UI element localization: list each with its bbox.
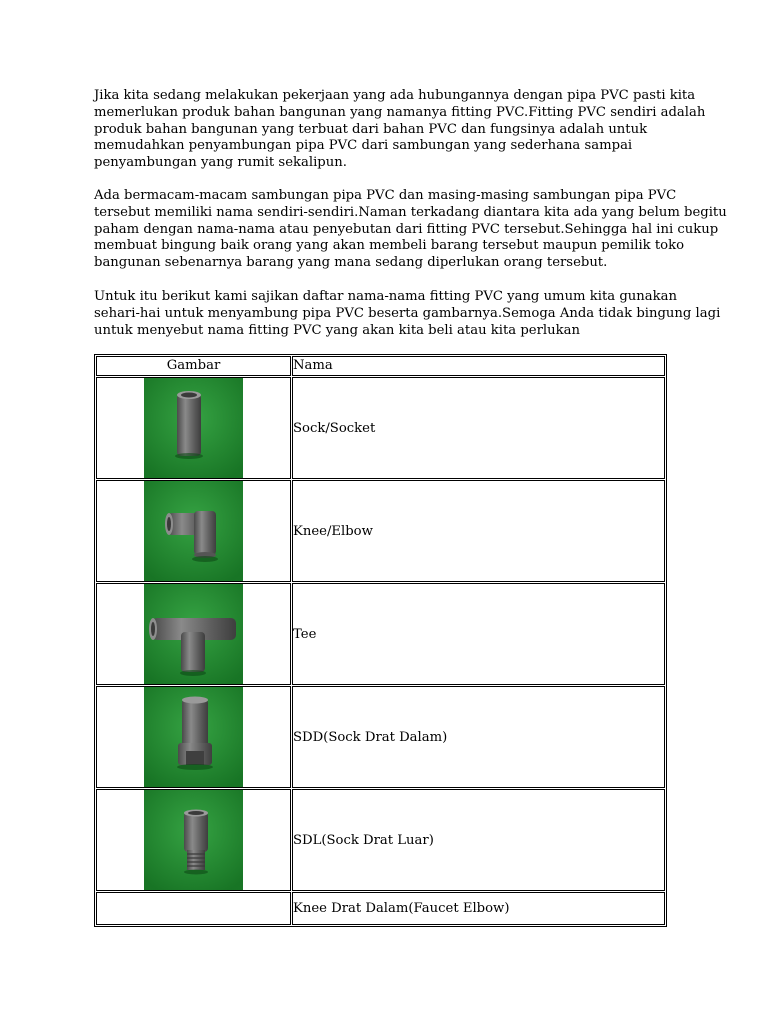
name-cell: SDL(Sock Drat Luar) [292,789,665,891]
table-row [96,377,665,479]
text-line: produk bahan bangunan yang terbuat dari bahan PVC dan fungsinya adalah untuk [94,121,648,137]
intro-paragraph-3 [94,289,721,339]
name-cell: Sock/Socket [292,377,665,479]
image-cell [96,583,291,685]
intro-paragraph-2 [94,188,727,272]
image-cell [96,480,291,582]
text-line: Jika kita sedang melakukan pekerjaan yang ada hubungannya dengan pipa PVC pasti kita [94,88,696,103]
text-line: Untuk itu berikut kami sajikan daftar nama-nama fitting PVC yang umum kita gunakan [94,289,677,304]
intro-paragraph-1 [94,88,706,172]
table-row [96,480,665,582]
text-line: untuk menyebut nama fitting PVC yang akan kita beli atau kita perlukan [94,322,580,338]
tee-photo [144,584,243,684]
name-cell: Knee Drat Dalam(Faucet Elbow) [292,892,665,925]
table-row [96,686,665,788]
table-header-row [96,356,665,376]
elbow-photo [144,481,243,581]
sdl-photo [144,790,243,890]
text-line: sehari-hai untuk menyambung pipa PVC beserta gambarnya.Semoga Anda tidak bingung lagi [94,305,721,321]
text-line: paham dengan nama-nama atau penyebutan dari fitting PVC tersebut.Sehingga hal ini cukup [94,221,719,237]
name-cell: Knee/Elbow [292,480,665,582]
table-row [96,583,665,685]
table-row [96,892,665,925]
sock-photo [144,378,243,478]
table-row [96,789,665,891]
image-cell [96,892,291,925]
text-line: bangunan sebenarnya barang yang mana sedang diperlukan orang tersebut. [94,255,608,271]
name-cell: SDD(Sock Drat Dalam) [292,686,665,788]
header-gambar: Gambar [96,356,291,376]
fitting-table [94,354,667,927]
image-cell [96,377,291,479]
sdd-photo [144,687,243,787]
image-cell [96,789,291,891]
name-cell: Tee [292,583,665,685]
header-nama: Nama [292,356,665,376]
text-line: memudahkan penyambungan pipa PVC dari sambungan yang sederhana sampai [94,138,633,154]
text-line: tersebut memiliki nama sendiri-sendiri.Naman terkadang diantara kita ada yang belum begitu [94,204,727,220]
text-line: memerlukan produk bahan bangunan yang namanya fitting PVC.Fitting PVC sendiri adalah [94,104,706,120]
text-line: Ada bermacam-macam sambungan pipa PVC dan masing-masing sambungan pipa PVC [94,188,677,203]
text-line: penyambungan yang rumit sekalipun. [94,155,347,171]
image-cell [96,686,291,788]
text-line: membuat bingung baik orang yang akan membeli barang tersebut maupun pemilik toko [94,238,685,254]
